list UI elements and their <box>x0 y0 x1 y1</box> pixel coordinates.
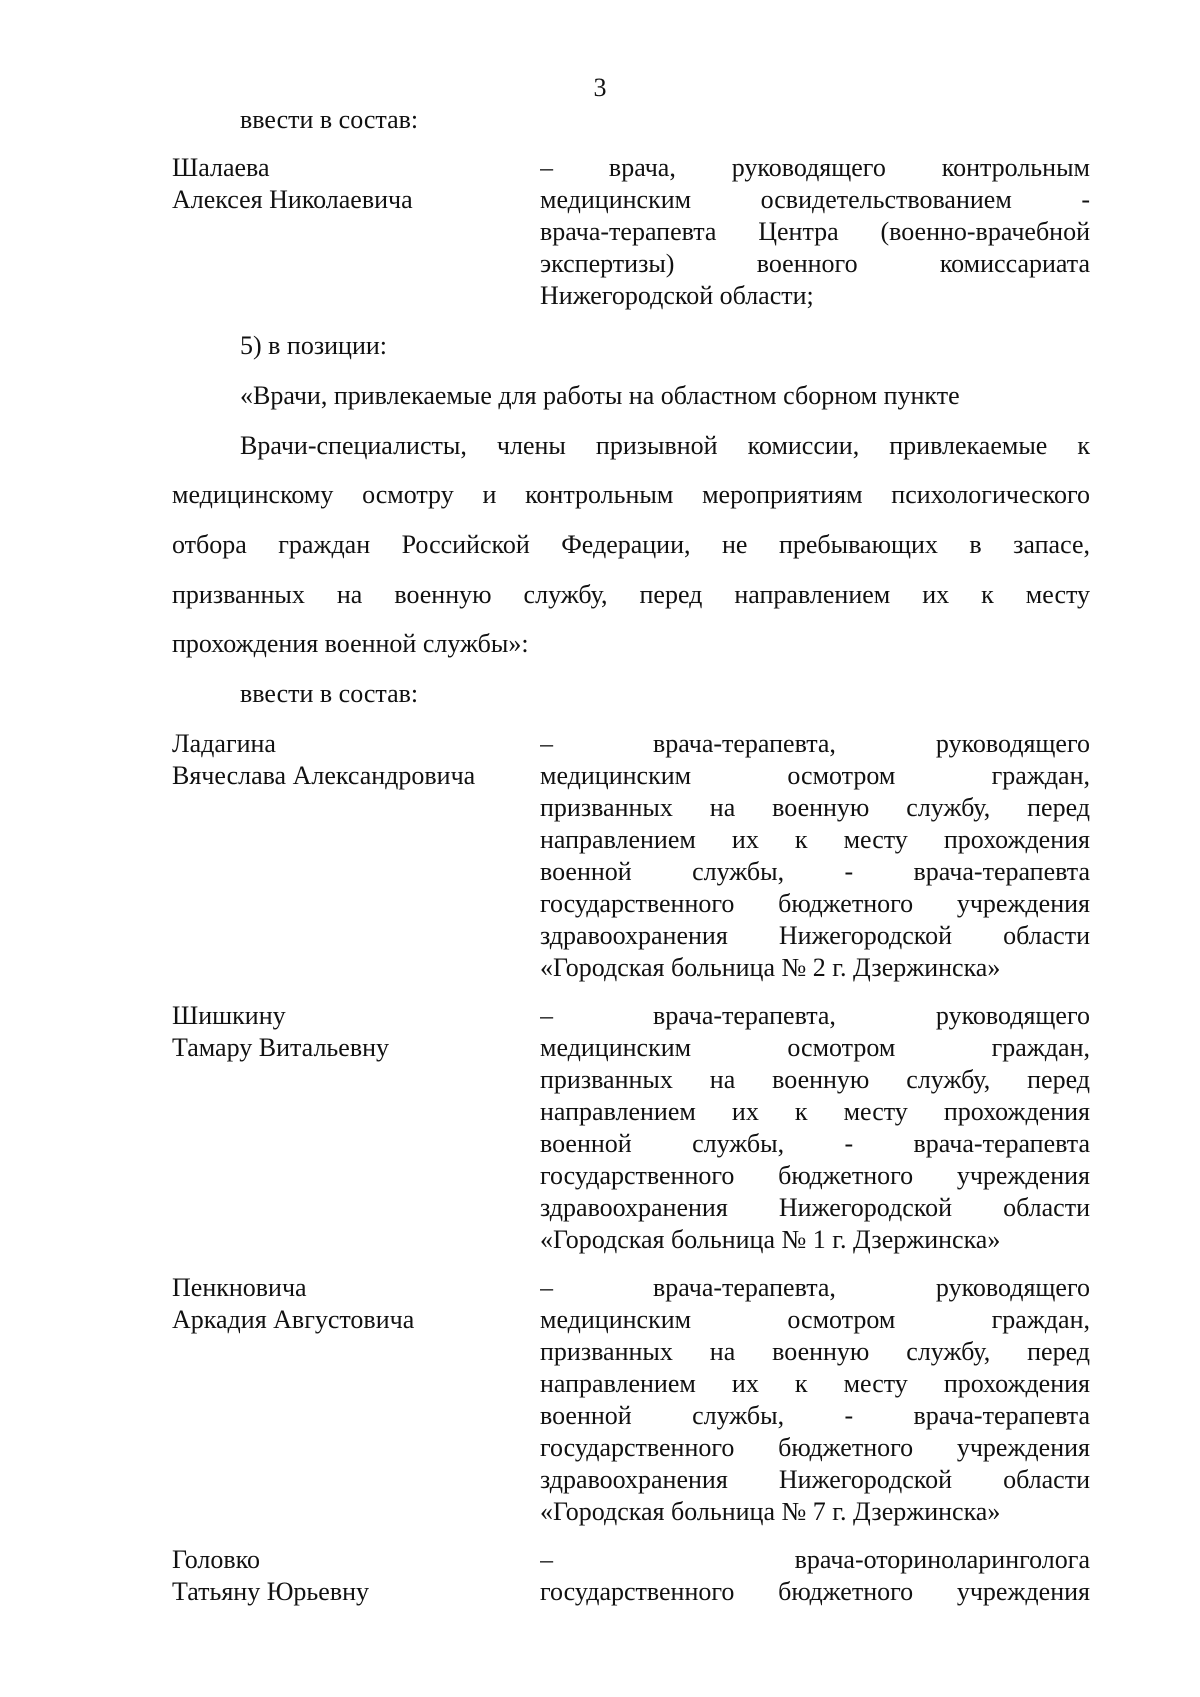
position-line: военной службы, - врача-терапевта <box>540 1129 1090 1158</box>
paragraph-line: призванных на военную службу, перед направлением их к месту <box>172 580 1090 609</box>
member-given-names: Алексея Николаевича <box>172 185 413 214</box>
position-line: врача-терапевта Центра (военно-врачебной <box>540 217 1090 246</box>
quote-title: «Врачи, привлекаемые для работы на областном сборном пункте <box>240 381 960 410</box>
member-position <box>540 728 1090 984</box>
position-line: «Городская больница № 1 г. Дзержинска» <box>540 1225 1001 1254</box>
position-line: здравоохранения Нижегородской области <box>540 1465 1090 1494</box>
intro-label: ввести в состав: <box>240 105 419 134</box>
member-surname: Шалаева <box>172 153 270 182</box>
member-surname: Пенкновича <box>172 1273 307 1302</box>
position-line: призванных на военную службу, перед <box>540 793 1090 822</box>
item-5-heading: 5) в позиции: <box>240 331 387 360</box>
member-given-names: Тамару Витальевну <box>172 1033 390 1062</box>
member-surname: Шишкину <box>172 1001 286 1030</box>
member-surname: Головко <box>172 1545 260 1574</box>
position-line: медицинским осмотром граждан, <box>540 1305 1090 1334</box>
position-line: государственного бюджетного учреждения <box>540 1161 1090 1190</box>
position-line: Нижегородской области; <box>540 281 814 310</box>
position-line: «Городская больница № 2 г. Дзержинска» <box>540 953 1001 982</box>
member-position <box>540 1272 1090 1528</box>
page-number: 3 <box>593 73 607 102</box>
paragraph-line: отбора граждан Российской Федерации, не пребывающих в запасе, <box>172 530 1090 559</box>
position-line: здравоохранения Нижегородской области <box>540 1193 1090 1222</box>
member-position <box>540 1544 1090 1608</box>
position-line: государственного бюджетного учреждения <box>540 889 1090 918</box>
paragraph-line: медицинскому осмотру и контрольным мероприятиям психологического <box>172 480 1090 509</box>
position-line: – врача-терапевта, руководящего <box>540 1273 1090 1302</box>
position-line: медицинским освидетельствованием - <box>540 185 1090 214</box>
position-line: медицинским осмотром граждан, <box>540 1033 1090 1062</box>
position-line: призванных на военную службу, перед <box>540 1337 1090 1366</box>
position-line: – врача-оториноларинголога <box>540 1545 1090 1574</box>
position-line: направлением их к месту прохождения <box>540 1097 1090 1126</box>
position-line: – врача-терапевта, руководящего <box>540 1001 1090 1030</box>
member-given-names: Вячеслава Александровича <box>172 761 476 790</box>
position-line: направлением их к месту прохождения <box>540 1369 1090 1398</box>
intro-label: ввести в состав: <box>240 679 419 708</box>
member-given-names: Аркадия Августовича <box>172 1305 415 1334</box>
position-line: государственного бюджетного учреждения <box>540 1433 1090 1462</box>
position-line: экспертизы) военного комиссариата <box>540 249 1090 278</box>
member-surname: Ладагина <box>172 729 276 758</box>
position-line: военной службы, - врача-терапевта <box>540 857 1090 886</box>
position-line: военной службы, - врача-терапевта <box>540 1401 1090 1430</box>
position-line: – врача-терапевта, руководящего <box>540 729 1090 758</box>
paragraph-line: Врачи-специалисты, члены призывной комиссии, привлекаемые к <box>240 431 1090 460</box>
position-line: призванных на военную службу, перед <box>540 1065 1090 1094</box>
position-line: государственного бюджетного учреждения <box>540 1577 1090 1606</box>
position-line: «Городская больница № 7 г. Дзержинска» <box>540 1497 1001 1526</box>
member-position <box>540 152 1090 312</box>
position-line: медицинским осмотром граждан, <box>540 761 1090 790</box>
member-position <box>540 1000 1090 1256</box>
position-line: – врача, руководящего контрольным <box>540 153 1090 182</box>
position-line: направлением их к месту прохождения <box>540 825 1090 854</box>
paragraph-line: прохождения военной службы»: <box>172 629 529 658</box>
member-given-names: Татьяну Юрьевну <box>172 1577 370 1606</box>
position-line: здравоохранения Нижегородской области <box>540 921 1090 950</box>
